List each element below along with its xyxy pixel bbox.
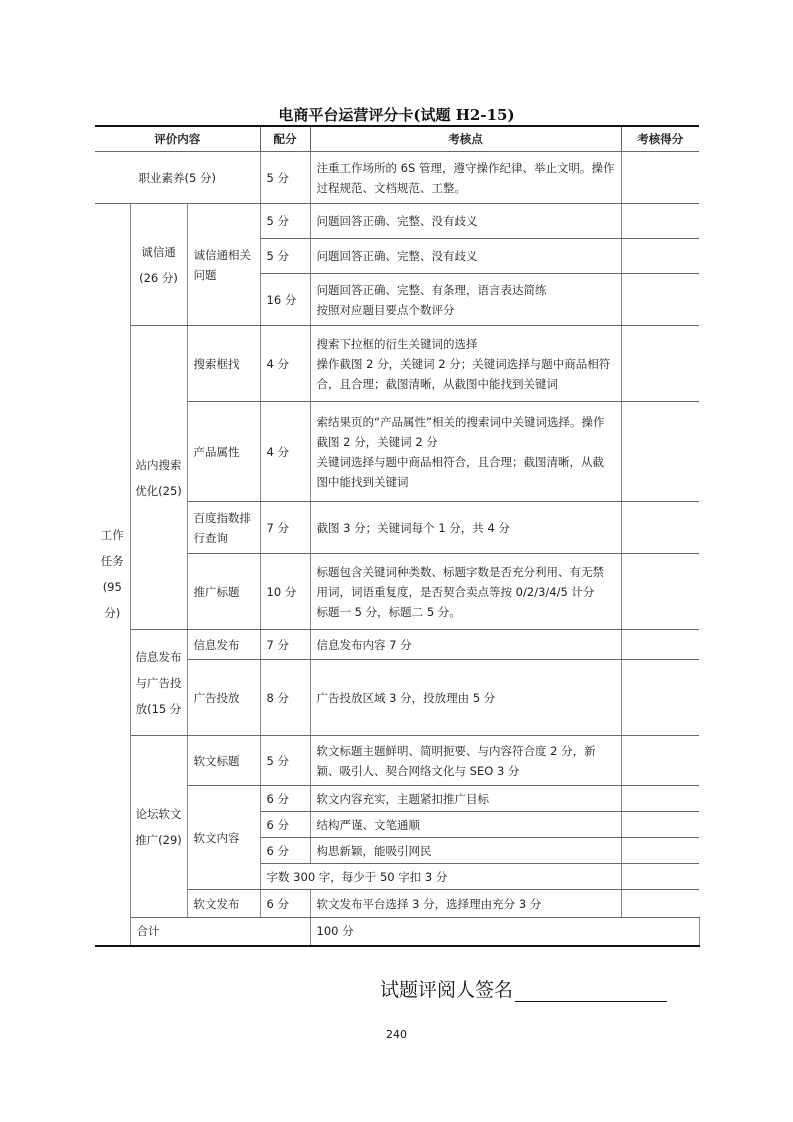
point-cell: 软文发布平台选择 3 分，选择理由充分 3 分 <box>310 890 621 918</box>
result-cell[interactable] <box>621 152 699 204</box>
point-cell: 构思新颖，能吸引网民 <box>310 838 621 864</box>
professional-label: 职业素养(5 分) <box>95 152 260 204</box>
result-cell[interactable] <box>621 502 699 554</box>
table-row <box>95 736 699 786</box>
search-sub: 百度指数排行查询 <box>187 502 260 554</box>
point-cell <box>310 402 621 502</box>
point-cell: 问题回答正确、完整、没有歧义 <box>310 204 621 239</box>
score-card-table <box>95 125 699 947</box>
table-row <box>95 152 699 204</box>
page-number: 240 <box>386 1028 407 1041</box>
search-sub: 产品属性 <box>187 402 260 502</box>
professional-score: 5 分 <box>260 152 310 204</box>
result-cell[interactable] <box>621 402 699 502</box>
result-cell[interactable] <box>621 890 699 918</box>
header-content: 评价内容 <box>95 126 260 152</box>
result-cell[interactable] <box>621 274 699 326</box>
table-row <box>95 326 699 402</box>
result-cell[interactable] <box>621 660 699 736</box>
result-cell[interactable] <box>621 864 699 890</box>
score-cell: 6 分 <box>260 812 310 838</box>
point-cell: 软文内容充实，主题紧扣推广目标 <box>310 786 621 812</box>
point-line: 搜索下拉框的衍生关键词的选择 <box>316 336 478 351</box>
header-row <box>95 126 699 152</box>
integrity-sub: 诚信通相关问题 <box>187 204 260 326</box>
point-line: 操作截图 2 分，关键词 2 分；关键词选择与题中商品相符合，且合理；截图清晰，从截图中能找到关键词 <box>316 356 611 391</box>
score-cell: 8 分 <box>260 660 310 736</box>
total-row <box>95 918 699 946</box>
result-cell[interactable] <box>621 736 699 786</box>
score-cell: 4 分 <box>260 402 310 502</box>
professional-point: 注重工作场所的 6S 管理，遵守操作纪律、举止文明。操作过程规范、文档规范、工整。 <box>310 152 621 204</box>
point-cell: 广告投放区域 3 分，投放理由 5 分 <box>310 660 621 736</box>
score-cell: 5 分 <box>260 239 310 274</box>
point-cell: 问题回答正确、完整、没有歧义 <box>310 239 621 274</box>
info-sub: 广告投放 <box>187 660 260 736</box>
result-cell[interactable] <box>621 326 699 402</box>
score-cell: 5 分 <box>260 204 310 239</box>
point-cell: 信息发布内容 7 分 <box>310 630 621 660</box>
score-cell: 7 分 <box>260 502 310 554</box>
forum-sub: 软文发布 <box>187 890 260 918</box>
score-cell: 6 分 <box>260 838 310 864</box>
point-cell <box>310 326 621 402</box>
score-cell: 6 分 <box>260 890 310 918</box>
search-sub: 搜索框找 <box>187 326 260 402</box>
result-cell[interactable] <box>621 786 699 812</box>
header-result: 考核得分 <box>621 126 699 152</box>
search-sub: 推广标题 <box>187 554 260 630</box>
point-cell <box>310 554 621 630</box>
total-label: 合计 <box>130 918 310 946</box>
page-title: 电商平台运营评分卡(试题 H2-15) <box>278 106 515 124</box>
result-cell[interactable] <box>621 812 699 838</box>
point-cell: 软文标题主题鲜明、简明扼要、与内容符合度 2 分，新颖、吸引人、契合网络文化与 SEO 3 分 <box>310 736 621 786</box>
point-cell: 截图 3 分；关键词每个 1 分，共 4 分 <box>310 502 621 554</box>
integrity-label: 诚信通(26 分) <box>130 204 187 326</box>
result-cell[interactable] <box>621 204 699 239</box>
header-score: 配分 <box>260 126 310 152</box>
score-cell: 16 分 <box>260 274 310 326</box>
info-sub: 信息发布 <box>187 630 260 660</box>
table-row <box>95 204 699 239</box>
point-cell <box>310 274 621 326</box>
word-count-rule: 字数 300 字，每少于 50 字扣 3 分 <box>260 864 621 890</box>
header-points: 考核点 <box>310 126 621 152</box>
table-row <box>95 630 699 660</box>
score-cell: 4 分 <box>260 326 310 402</box>
forum-sub: 软文内容 <box>187 786 260 890</box>
signature-label: 试题评阅人签名 <box>380 979 514 1001</box>
result-cell[interactable] <box>621 630 699 660</box>
point-line: 按照对应题目要点个数评分 <box>316 302 455 317</box>
point-cell: 结构严谨、文笔通顺 <box>310 812 621 838</box>
point-line: 索结果页的“产品属性”相关的搜索词中关键词选择。操作截图 2 分，关键词 2 分 <box>316 414 605 449</box>
signature-line[interactable] <box>515 979 667 1002</box>
total-score: 100 分 <box>310 918 699 946</box>
forum-sub: 软文标题 <box>187 736 260 786</box>
info-label: 信息发布与广告投放(15 分 <box>130 630 187 736</box>
work-task-label: 工作任务(95分) <box>95 204 130 946</box>
result-cell[interactable] <box>621 239 699 274</box>
score-cell: 6 分 <box>260 786 310 812</box>
score-cell: 7 分 <box>260 630 310 660</box>
point-line: 标题一 5 分，标题二 5 分。 <box>316 604 461 619</box>
point-line: 关键词选择与题中商品相符合，且合理；截图清晰，从截图中能找到关键词 <box>316 454 605 489</box>
point-line: 标题包含关键词种类数、标题字数是否充分利用、有无禁用词，词语重复度，是否契合卖点等按 0/2/3/4/5 计分 <box>316 564 605 599</box>
result-cell[interactable] <box>621 838 699 864</box>
signature-area <box>380 975 667 1002</box>
score-cell: 10 分 <box>260 554 310 630</box>
point-line: 问题回答正确、完整、有条理，语言表达简练 <box>316 282 547 297</box>
score-cell: 5 分 <box>260 736 310 786</box>
forum-label: 论坛软文推广(29) <box>130 736 187 918</box>
result-cell[interactable] <box>621 554 699 630</box>
search-label: 站内搜索优化(25) <box>130 326 187 630</box>
